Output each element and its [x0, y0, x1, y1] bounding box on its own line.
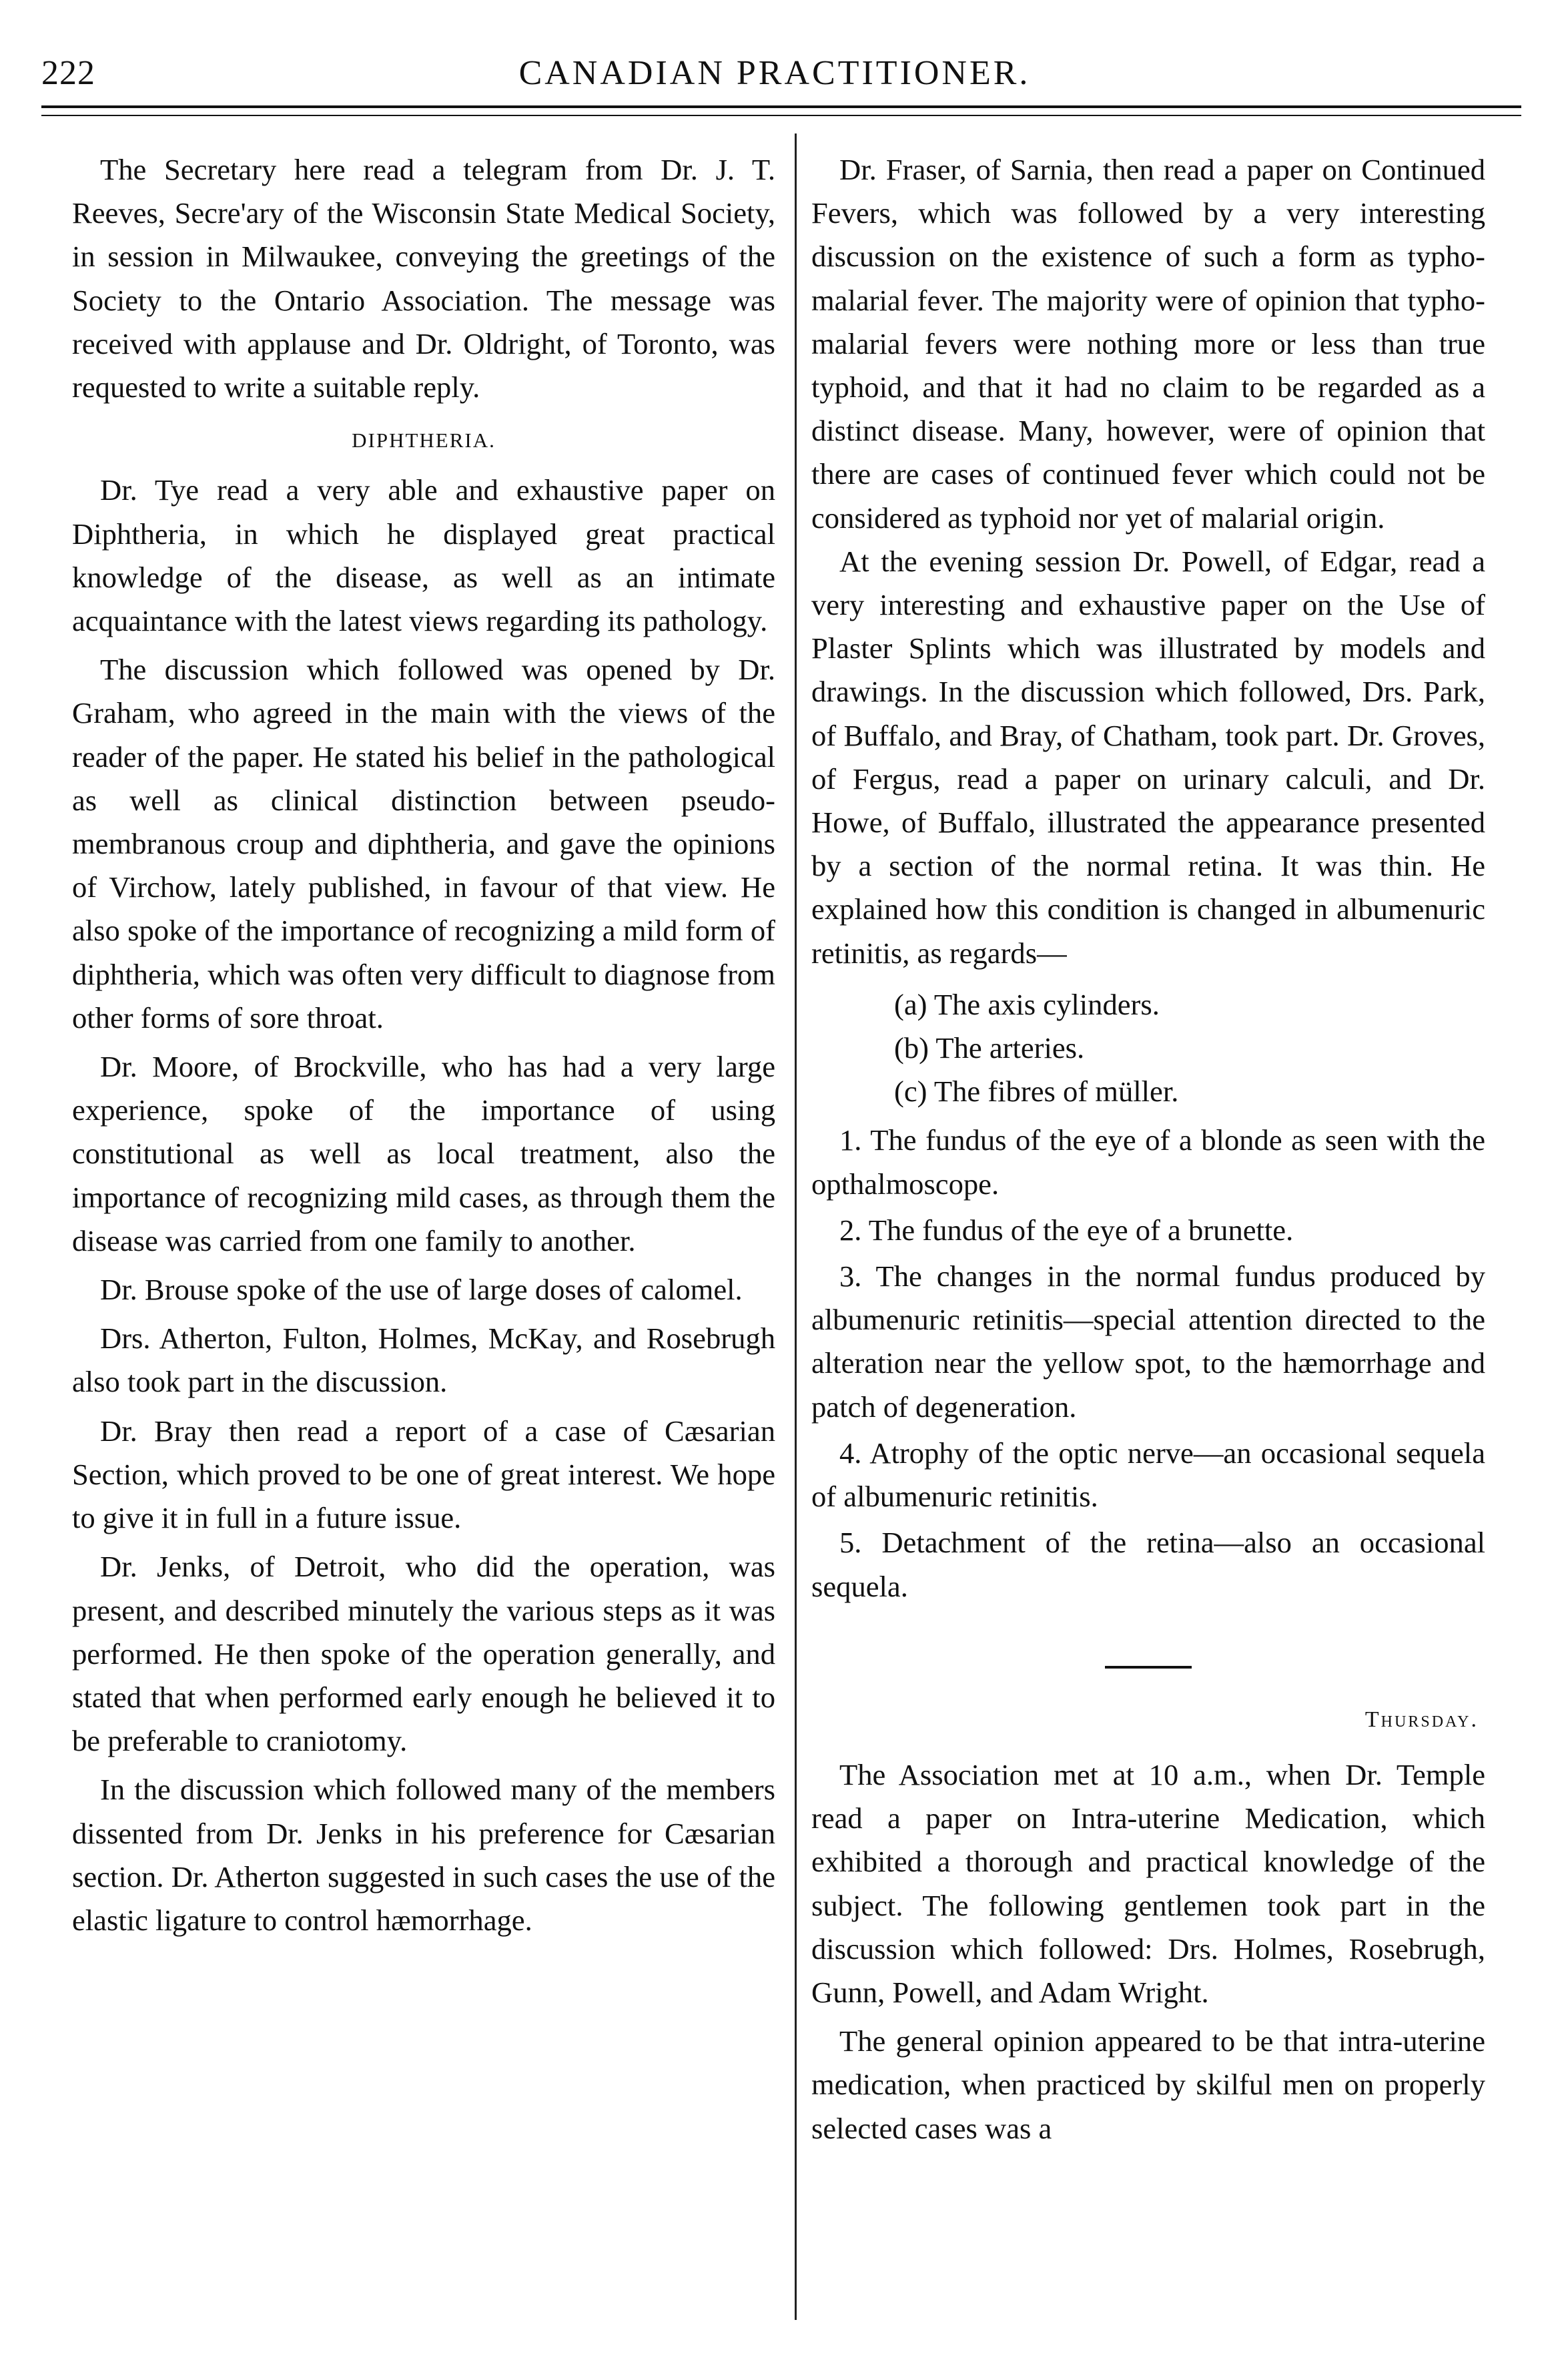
retina-list [811, 983, 1485, 1114]
column-divider [795, 133, 797, 2320]
paragraph-telegram: The Secretary here read a telegram from Dr. J. T. Reeves, Secre'ary of the Wisconsin State Medical Society, in session in Milwaukee, conveying the greetings of the Society to the Ontario Association. The message was received with applause and Dr. Oldright, of Toronto, was requested to write a suitable reply. [72, 153, 775, 404]
paragraph-bray: Dr. Bray then read a report of a case of Cæsarian Section, which proved to be one of great interest. We hope to give it in full in a future issue. [72, 1414, 775, 1535]
thursday-heading: Thursday. [1364, 1707, 1479, 1732]
running-title: CANADIAN PRACTITIONER. [518, 54, 1031, 92]
paragraph-discussion: In the discussion which followed many of the members dissented from Dr. Jenks in his preference for Cæsarian section. Dr. Atherton suggested in such cases the use of the elastic ligature to control hæmorrhage. [72, 1773, 775, 1937]
page-number: 222 [41, 54, 95, 92]
paragraph-moore: Dr. Moore, of Brockville, who has had a very large experience, spoke of the importance of using constitutional as well as local treatment, also the importance of recognizing mild cases, as through them the disease was carried from one family to another. [72, 1050, 775, 1257]
numbered-item: 1. The fundus of the eye of a blonde as seen with the opthalmoscope. [811, 1123, 1485, 1201]
section-heading-diphtheria: DIPHTHERIA. [352, 428, 496, 453]
list-item: (c) The fibres of müller. [894, 1075, 1179, 1109]
paragraph-tye: Dr. Tye read a very able and exhaustive paper on Diphtheria, in which he displayed great practical knowledge of the disease, as well as an intimate acquaintance with the latest views regarding its pathology. [72, 473, 775, 638]
paragraph-atherton: Drs. Atherton, Fulton, Holmes, McKay, and Rosebrugh also took part in the discussion. [72, 1321, 775, 1399]
paragraph-graham: The discussion which followed was opened by Dr. Graham, who agreed in the main with the views of the reader of the paper. He stated his belief in the pathological as well as clinical distinction between pseudo-membranous croup and diphtheria, and gave the opinions of Virchow, lately published, in favour of that view. He also spoke of the importance of recognizing a mild form of diphtheria, which was often very difficult to diagnose from other forms of sore throat. [72, 653, 775, 1035]
list-item: (b) The arteries. [894, 1031, 1085, 1065]
paragraph-jenks: Dr. Jenks, of Detroit, who did the operation, was present, and described minutely the various steps as it was performed. He then spoke of the operation generally, and stated that when performed early enough he believed it to be preferable to craniotomy. [72, 1550, 775, 1758]
header-rule-thin [41, 115, 1521, 116]
header-rule-thick [41, 105, 1521, 108]
numbered-item: 3. The changes in the normal fundus produced by albumenuric retinitis—special attention directed to the alteration near the yellow spot, to the hæmorrhage and patch of degeneration. [811, 1259, 1485, 1424]
numbered-item: 2. The fundus of the eye of a brunette. [839, 1213, 1294, 1247]
left-column [72, 148, 775, 1942]
paragraph-association: The Association met at 10 a.m., when Dr. Temple read a paper on Intra-uterine Medication, which exhibited a thorough and practical knowledge of the subject. The following gentlemen took part in the discussion which followed: Drs. Holmes, Rosebrugh, Gunn, Powell, and Adam Wright. [811, 1757, 1485, 2009]
paragraph-evening-session: At the evening session Dr. Powell, of Edgar, read a very interesting and exhaustive paper on the Use of Plaster Splints which was illustrated by models and drawings. In the discussion which followed, Drs. Park, of Buffalo, and Bray, of Chatham, took part. Dr. Groves, of Fergus, read a paper on urinary calculi, and Dr. Howe, of Buffalo, illustrated the appearance presented by a section of the normal retina. It was thin. He explained how this condition is changed in albumenuric retinitis, as regards— [811, 544, 1485, 970]
right-column [811, 148, 1485, 2150]
numbered-item: 4. Atrophy of the optic nerve—an occasional sequela of albumenuric retinitis. [811, 1436, 1485, 1514]
paragraph-fraser: Dr. Fraser, of Sarnia, then read a paper on Continued Fevers, which was followed by a very interesting discussion on the existence of such a form as typho-malarial fever. The majority were of opinion that typho-malarial fevers were nothing more or less than true typhoid, and that it had no claim to be regarded as a distinct disease. Many, however, were of opinion that there are cases of continued fever which could not be considered as typhoid nor yet of malarial origin. [811, 153, 1485, 535]
list-item: (a) The axis cylinders. [894, 987, 1160, 1021]
section-divider [1105, 1666, 1192, 1669]
paragraph-brouse: Dr. Brouse spoke of the use of large doses of calomel. [100, 1273, 743, 1307]
paragraph-general-opinion: The general opinion appeared to be that intra-uterine medication, when practiced by skilful men on properly selected cases was a [811, 2024, 1485, 2145]
page-header [41, 41, 1508, 101]
numbered-item: 5. Detachment of the retina—also an occasional sequela. [811, 1526, 1485, 1603]
